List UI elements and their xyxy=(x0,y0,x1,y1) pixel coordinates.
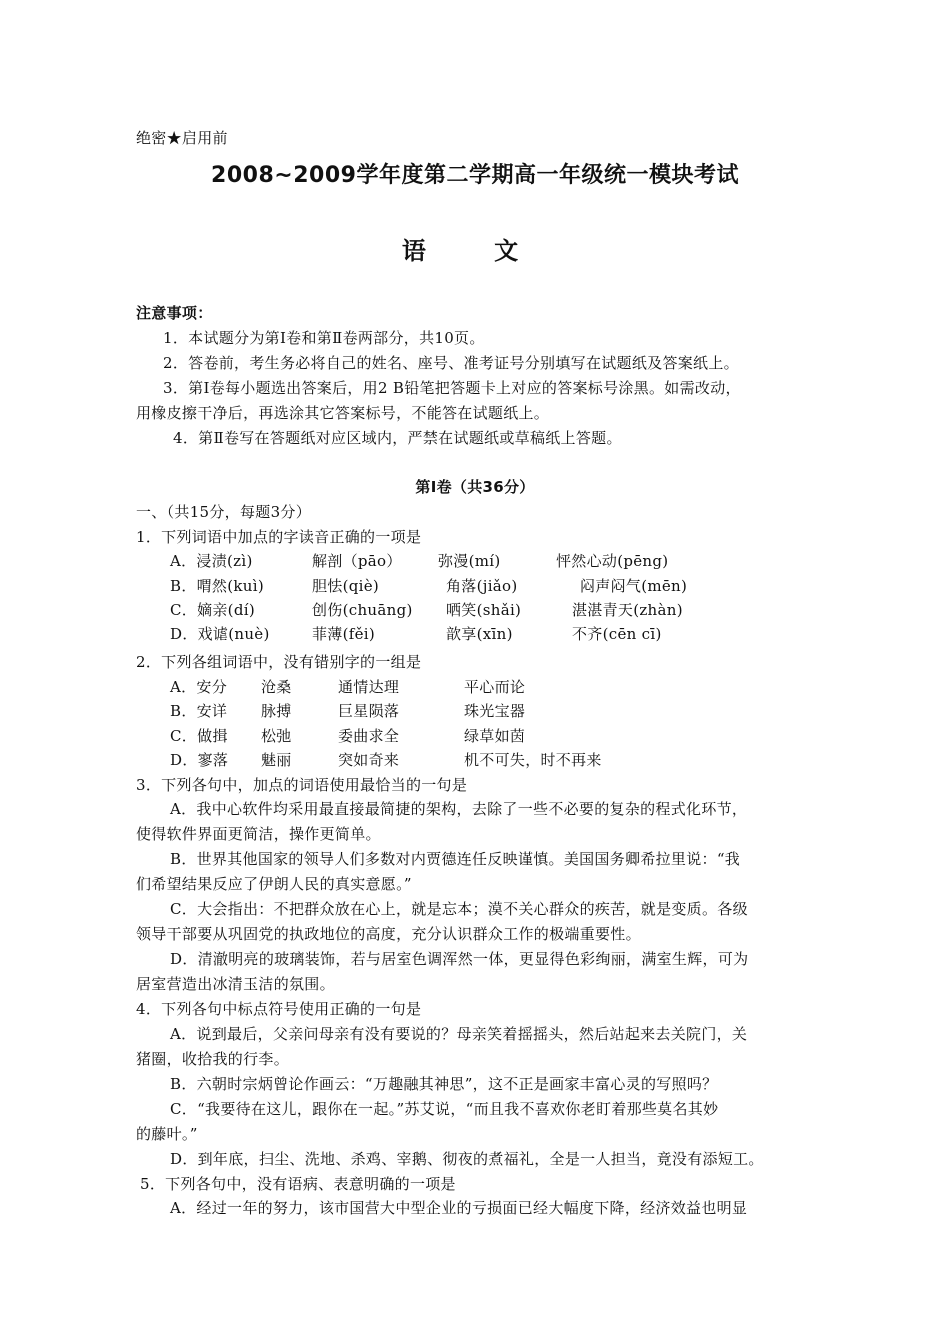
note-2: 2．答卷前，考生务必将自己的姓名、座号、准考证号分别填写在试题纸及答案纸上。 xyxy=(163,354,739,372)
option-item: A．浸渍(zì) xyxy=(170,552,253,570)
option-item: C．做揖 xyxy=(170,727,228,745)
q3-option-d: D．清澈明亮的玻璃装饰，若与居室色调浑然一体，更显得色彩绚丽，满室生辉，可为 xyxy=(170,950,749,968)
q2-stem: 2．下列各组词语中，没有错别字的一组是 xyxy=(136,653,422,671)
q3-option-b: B．世界其他国家的领导人们多数对内贾德连任反映谨慎。美国国务卿希拉里说：“我 xyxy=(170,850,741,868)
q4-stem: 4．下列各句中标点符号使用正确的一句是 xyxy=(136,1000,422,1018)
q4-option-b: B．六朝时宗炳曾论作画云：“万趣融其神思”，这不正是画家丰富心灵的写照吗？ xyxy=(170,1075,718,1093)
option-item: C．嫡亲(dí) xyxy=(170,601,255,619)
q4-option-c-cont: 的藤叶。” xyxy=(136,1125,198,1143)
q5-option-a: A．经过一年的努力，该市国营大中型企业的亏损面已经大幅度下降，经济效益也明显 xyxy=(170,1199,748,1217)
note-3-cont: 用橡皮擦干净后，再选涂其它答案标号，不能答在试题纸上。 xyxy=(136,404,550,422)
option-item: D．寥落 xyxy=(170,751,229,769)
option-item: D．戏谑(nuè) xyxy=(170,625,270,643)
option-item: 弥漫(mí) xyxy=(438,552,501,570)
option-item: B．安详 xyxy=(170,702,228,720)
option-item: 巨星陨落 xyxy=(338,702,400,720)
option-item: 突如奇来 xyxy=(338,751,400,769)
option-item: 歆享(xīn) xyxy=(446,625,513,643)
q3-option-a: A．我中心软件均采用最直接最简捷的架构，去除了一些不必要的复杂的程式化环节， xyxy=(170,800,748,818)
option-item: 创伤(chuāng) xyxy=(312,601,413,619)
subject-title: 语 文 xyxy=(401,237,549,265)
part1-heading: 第Ⅰ卷（共36分） xyxy=(415,478,535,496)
option-item: B．喟然(kuì) xyxy=(170,577,264,595)
q3-option-b-cont: 们希望结果反应了伊朗人民的真实意愿。” xyxy=(136,875,412,893)
exam-title: 2008~2009学年度第二学期高一年级统一模块考试 xyxy=(211,163,739,188)
option-item: 珠光宝器 xyxy=(464,702,526,720)
option-item: 机不可失，时不再来 xyxy=(464,751,602,769)
option-item: 通情达理 xyxy=(338,678,400,696)
q3-option-a-cont: 使得软件界面更简洁，操作更简单。 xyxy=(136,825,381,843)
q4-option-a-cont: 猪圈，收拾我的行李。 xyxy=(136,1050,290,1068)
q5-stem: 5．下列各句中，没有语病、表意明确的一项是 xyxy=(140,1175,456,1193)
option-item: 绿草如茵 xyxy=(464,727,526,745)
q3-option-d-cont: 居室营造出冰清玉洁的氛围。 xyxy=(136,975,335,993)
option-item: 魅丽 xyxy=(261,751,292,769)
q4-option-c: C．“我要待在这儿，跟你在一起。”苏艾说，“而且我不喜欢你老盯着那些莫名其妙 xyxy=(170,1100,719,1118)
option-item: 脉搏 xyxy=(261,702,292,720)
option-item: 解剖（pāo） xyxy=(312,552,402,570)
q4-option-a: A．说到最后，父亲问母亲有没有要说的？母亲笑着摇摇头，然后站起来去关院门，关 xyxy=(170,1025,748,1043)
classified-label: 绝密★启用前 xyxy=(136,129,228,147)
option-item: 哂笑(shǎi) xyxy=(446,601,522,619)
q3-option-c: C．大会指出：不把群众放在心上，就是忘本；漠不关心群众的疾苦，就是变质。各级 xyxy=(170,900,748,918)
note-4: 4．第Ⅱ卷写在答题纸对应区域内，严禁在试题纸或草稿纸上答题。 xyxy=(173,429,622,447)
option-item: 松弛 xyxy=(261,727,292,745)
q3-stem: 3．下列各句中，加点的词语使用最恰当的一句是 xyxy=(136,776,468,794)
option-item: 平心而论 xyxy=(464,678,526,696)
q4-option-d: D．到年底，扫尘、洗地、杀鸡、宰鹅、彻夜的煮福礼，全是一人担当，竟没有添短工。 xyxy=(170,1150,764,1168)
note-1: 1．本试题分为第Ⅰ卷和第Ⅱ卷两部分，共10页。 xyxy=(163,329,485,347)
option-item: 湛湛青天(zhàn) xyxy=(572,601,683,619)
option-item: 胆怯(qiè) xyxy=(312,577,380,595)
section-heading: 一、（共15分，每题3分） xyxy=(136,503,312,521)
option-item: 委曲求全 xyxy=(338,727,400,745)
q3-option-c-cont: 领导干部要从巩固党的执政地位的高度，充分认识群众工作的极端重要性。 xyxy=(136,925,641,943)
notes-heading: 注意事项： xyxy=(136,304,213,322)
option-item: 沧桑 xyxy=(261,678,292,696)
option-item: 角落(jiǎo) xyxy=(446,577,518,595)
option-item: 怦然心动(pēng) xyxy=(556,552,669,570)
option-item: 不齐(cēn cī) xyxy=(572,625,662,643)
option-item: 菲薄(fěi) xyxy=(312,625,376,643)
note-3: 3．第Ⅰ卷每小题选出答案后，用2 B铅笔把答题卡上对应的答案标号涂黑。如需改动， xyxy=(163,379,741,397)
option-item: 闷声闷气(mēn) xyxy=(580,577,688,595)
option-item: A．安分 xyxy=(170,678,228,696)
q1-stem: 1．下列词语中加点的字读音正确的一项是 xyxy=(136,528,422,546)
